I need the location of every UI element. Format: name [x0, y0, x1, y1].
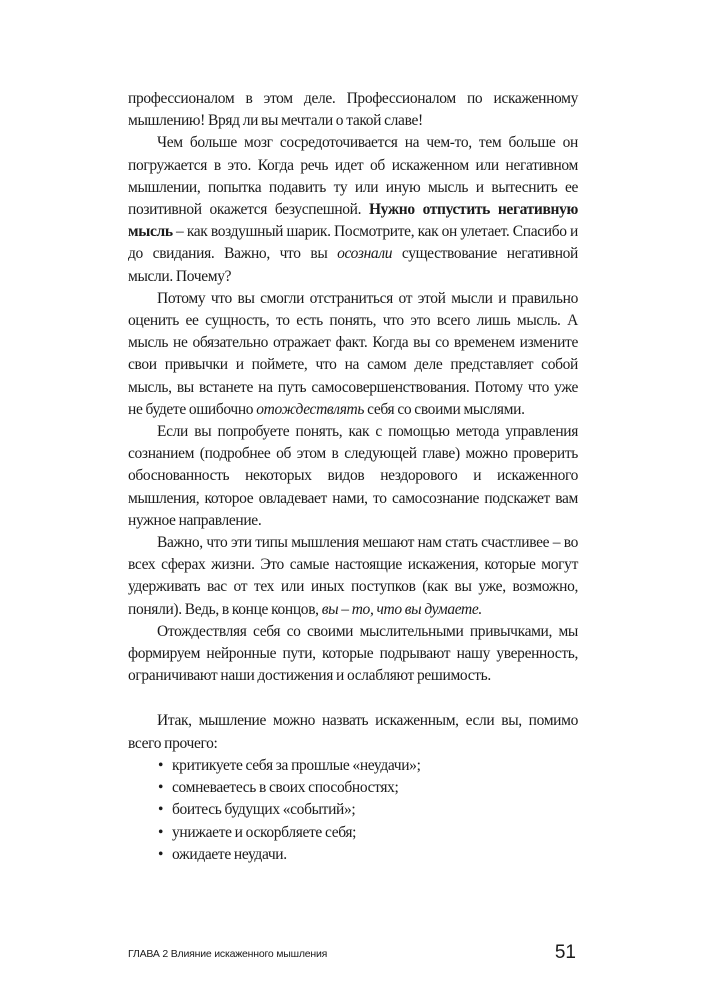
- italic-run: вы – то, что вы думаете.: [321, 600, 482, 618]
- paragraph: [128, 132, 578, 287]
- bullet-icon: •: [158, 779, 164, 797]
- section-gap: [128, 687, 578, 710]
- text-run: существование негативной мысли. Почему?: [128, 245, 578, 285]
- text-run: – как воздушный шарик. Посмотрите, как он улетает. Спасибо и до свидания. Важно, что вы: [128, 223, 578, 263]
- list-item-text: унижаете и оскорбляете себя;: [172, 823, 357, 841]
- text-run: Важно, что эти типы мышления мешают нам стать счастливее – во всех сферах жизни. Это самые настоящие искажения, которые могут удерживать вас от тех или иных поступков (как вы уже, возможно, поняли). Ведь, в конце концов,: [128, 534, 578, 618]
- italic-run: отождествлять: [256, 400, 365, 418]
- bold-run: Нужно отпустить негативную мысль: [128, 201, 578, 241]
- text-run: Чем больше мозг сосредоточивается на чем-то, тем больше он погружается в это. Когда речь идет об искаженном или негативном мышлении, попытка подавить ту или иную мысль и вытеснить ее позитивной окажется безуспешной.: [128, 134, 578, 219]
- list-item-text: сомневаетесь в своих способностях;: [172, 779, 399, 797]
- paragraph: [128, 288, 578, 421]
- text-run: Если вы попробуете понять, как с помощью метода управления сознанием (подробнее об этом в следующей главе) можно проверить обоснованность некоторых видов нездорового и искаженного мышления, которое овладевает нами, то самосознание подскажет вам нужное направление.: [128, 423, 578, 529]
- list-item-text: критикуете себя за прошлые «неудачи»;: [172, 756, 421, 774]
- list-item-text: боитесь будущих «событий»;: [172, 801, 356, 819]
- list-item: [158, 822, 578, 844]
- paragraph: [128, 621, 578, 688]
- text-run: профессионалом в этом деле. Профессионалом по искаженному мышлению! Вряд ли вы мечтали о такой славе!: [128, 90, 578, 130]
- page-footer: [128, 940, 578, 964]
- list-item: [158, 755, 578, 777]
- page-number: 51: [554, 942, 576, 963]
- list-intro: Итак, мышление можно назвать искаженным, если вы, помимо всего прочего:: [128, 712, 578, 752]
- text-run: Потому что вы смогли отстраниться от этой мысли и правильно оценить ее сущность, то есть понять, что это всего лишь мысль. А мысль не обязательно отражает факт. Когда вы со временем измените свои привычки и поймете, что на самом деле представляет собой мысль, вы встанете на путь самосовершенствования. Потому что уже не будете ошибочно: [128, 289, 578, 418]
- bullet-icon: •: [158, 845, 164, 863]
- text-run: Отождествляя себя со своими мыслительными привычками, мы формируем нейронные пути, которые подрывают нашу уверенность, ограничивают наши достижения и ослабляют решимость.: [128, 622, 578, 685]
- page-body: [128, 88, 578, 866]
- list-item-text: ожидаете неудачи.: [172, 845, 287, 863]
- bullet-icon: •: [158, 756, 164, 774]
- italic-run: осознали: [337, 245, 393, 263]
- list-item: [158, 799, 578, 821]
- bullet-icon: •: [158, 801, 164, 819]
- paragraph: [128, 532, 578, 621]
- text-run: себя со своими мыслями.: [364, 400, 525, 418]
- running-head: ГЛАВА 2 Влияние искаженного мышления: [128, 948, 328, 960]
- list-item: [158, 844, 578, 866]
- list-item: [158, 777, 578, 799]
- bullet-list: [128, 755, 578, 866]
- bullet-icon: •: [158, 823, 164, 841]
- paragraph: [128, 421, 578, 532]
- paragraph: [128, 88, 578, 132]
